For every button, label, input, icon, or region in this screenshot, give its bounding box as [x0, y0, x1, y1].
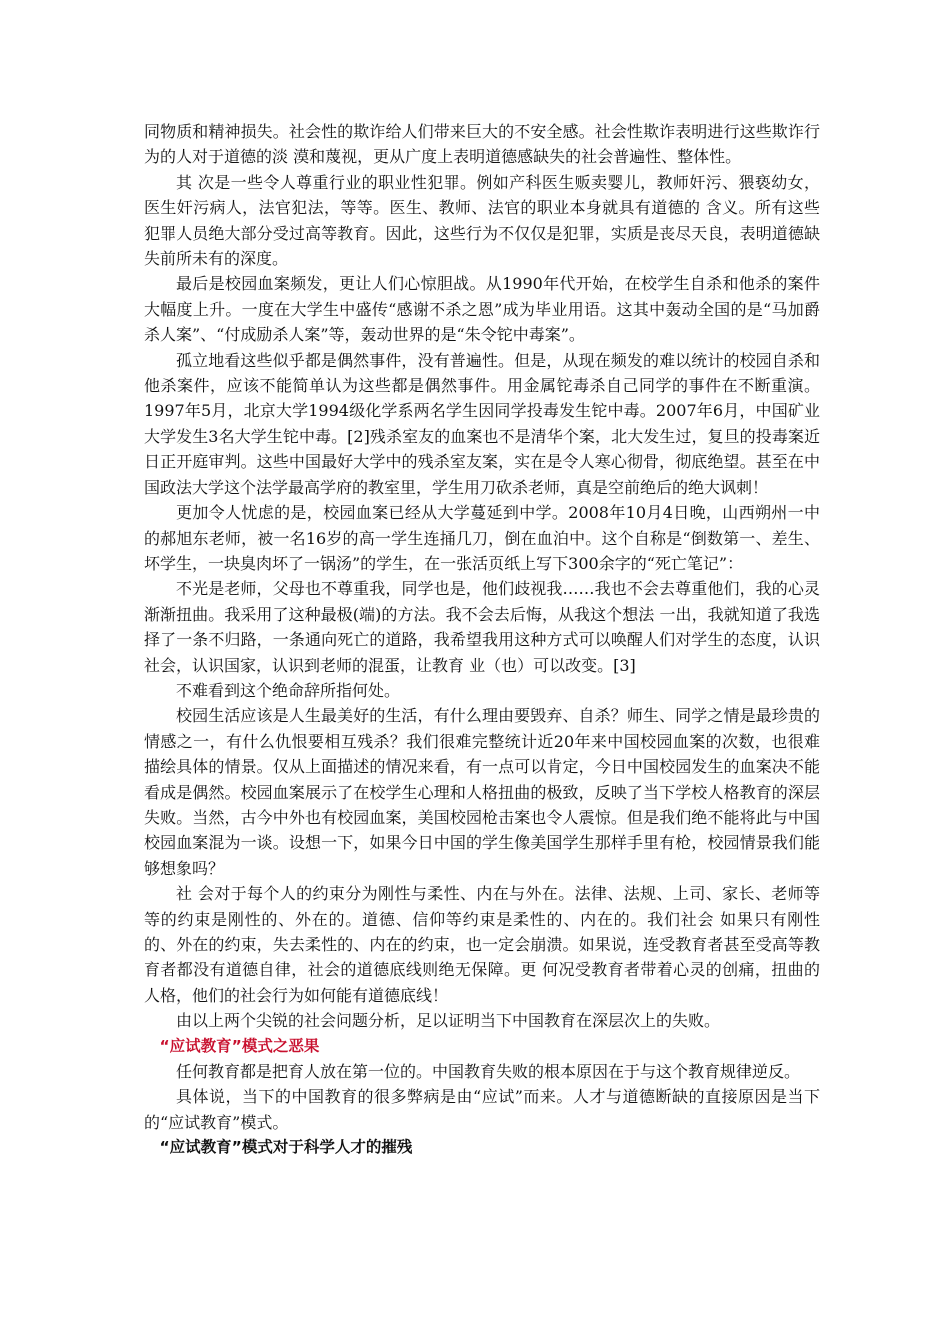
paragraph-10: 由以上两个尖锐的社会问题分析，足以证明当下中国教育在深层次上的失败。: [176, 1011, 721, 1031]
paragraph-5: 更加令人忧虑的是，校园血案已经从大学蔓延到中学。2008年10月4日晚，山西朔州一中的郝旭东老师，被一名16岁的高一学生连捅几刀，倒在血泊中。这个自称是“倒数第一、差生、坏学生，一块臭肉坏了一锅汤”的学生，在一张活页纸上写下300余字的“死亡笔记”：: [144, 503, 820, 573]
paragraph-9: 社 会对于每个人的约束分为刚性与柔性、内在与外在。法律、法规、上司、家长、老师等等的约束是刚性的、外在的。道德、信仰等约束是柔性的、内在的。我们社会 如果只有刚性的、外在的约束，失去柔性的、内在的约束，也一定会崩溃。如果说，连受教育者甚至受高等教育者都没有道德自律，社会的道德底线则绝无保障。更 何况受教育者带着心灵的创痛，扭曲的人格，他们的社会行为如何能有道德底线！: [144, 884, 820, 1005]
paragraph-7: 不难看到这个绝命辞所指何处。: [176, 680, 401, 700]
paragraph-4: 孤立地看这些似乎都是偶然事件，没有普遍性。但是，从现在频发的难以统计的校园自杀和他杀案件，应该不能简单认为这些都是偶然事件。用金属铊毒杀自己同学的事件在不断重演。1997年5月，北京大学1994级化学系两名学生因同学投毒发生铊中毒。2007年6月，中国矿业大学发生3名大学生铊中毒。[2]残杀室友的血案也不是清华个案，北大发生过，复旦的投毒案近日正开庭审判。这些中国最好大学中的残杀室友案，实在是令人寒心彻骨，彻底绝望。甚至在中国政法大学这个法学最高学府的教室里，学生用刀砍杀老师，真是空前绝后的绝大讽刺！: [144, 350, 820, 497]
section-heading-exam-education: “应试教育”模式之恶果: [159, 1036, 320, 1055]
paragraph-1: 同物质和精神损失。社会性的欺诈给人们带来巨大的不安全感。社会性欺诈表明进行这些欺诈行为的人对于道德的淡 漠和蔑视，更从广度上表明道德感缺失的社会普遍性、整体性。: [144, 122, 820, 167]
paragraph-6-quote: 不光是老师，父母也不尊重我，同学也是，他们歧视我……我也不会去尊重他们，我的心灵渐渐扭曲。我采用了这种最极(端)的方法。我不会去后悔，从我这个想法 一出，我就知道了我选择了一条不归路，一条通向死亡的道路，我希望我用这种方式可以唤醒人们对学生的态度，认识社会，认识国家，认识到老师的混蛋，让教育 业（也）可以改变。[3]: [144, 579, 820, 675]
document-page: [144, 119, 820, 1161]
paragraph-2: 其 次是一些令人尊重行业的职业性犯罪。例如产科医生贩卖婴儿，教师奸污、猥亵幼女，医生奸污病人，法官犯法，等等。医生、教师、法官的职业本身就具有道德的 含义。所有这些犯罪人员绝大部分受过高等教育。因此，这些行为不仅仅是犯罪，实质是丧尽天良，表明道德缺失前所未有的深度。: [144, 172, 820, 269]
section-heading-science-talent: “应试教育”模式对于科学人才的摧残: [159, 1138, 413, 1157]
paragraph-3: 最后是校园血案频发，更让人们心惊胆战。从1990年代开始，在校学生自杀和他杀的案件大幅度上升。一度在大学生中盛传“感谢不杀之恩”成为毕业用语。这其中轰动全国的是“马加爵杀人案”、“付成励杀人案”等，轰动世界的是“朱令铊中毒案”。: [144, 274, 820, 345]
paragraph-8: 校园生活应该是人生最美好的生活，有什么理由要毁弃、自杀？师生、同学之情是最珍贵的情感之一，有什么仇恨要相互残杀？我们很难完整统计近20年来中国校园血案的次数，也很难描绘具体的情景。仅从上面描述的情况来看，有一点可以肯定，今日中国校园发生的血案决不能看成是偶然。校园血案展示了在校学生心理和人格扭曲的极致，反映了当下学校人格教育的深层失败。当然，古今中外也有校园血案，美国校园枪击案也令人震惊。但是我们绝不能将此与中国校园血案混为一谈。设想一下，如果今日中国的学生像美国学生那样手里有枪，校园情景我们能够想象吗？: [144, 706, 820, 878]
paragraph-11: 任何教育都是把育人放在第一位的。中国教育失败的根本原因在于与这个教育规律逆反。: [176, 1062, 801, 1082]
paragraph-12: 具体说，当下的中国教育的很多弊病是由“应试”而来。人才与道德断缺的直接原因是当下的“应试教育”模式。: [144, 1087, 820, 1132]
